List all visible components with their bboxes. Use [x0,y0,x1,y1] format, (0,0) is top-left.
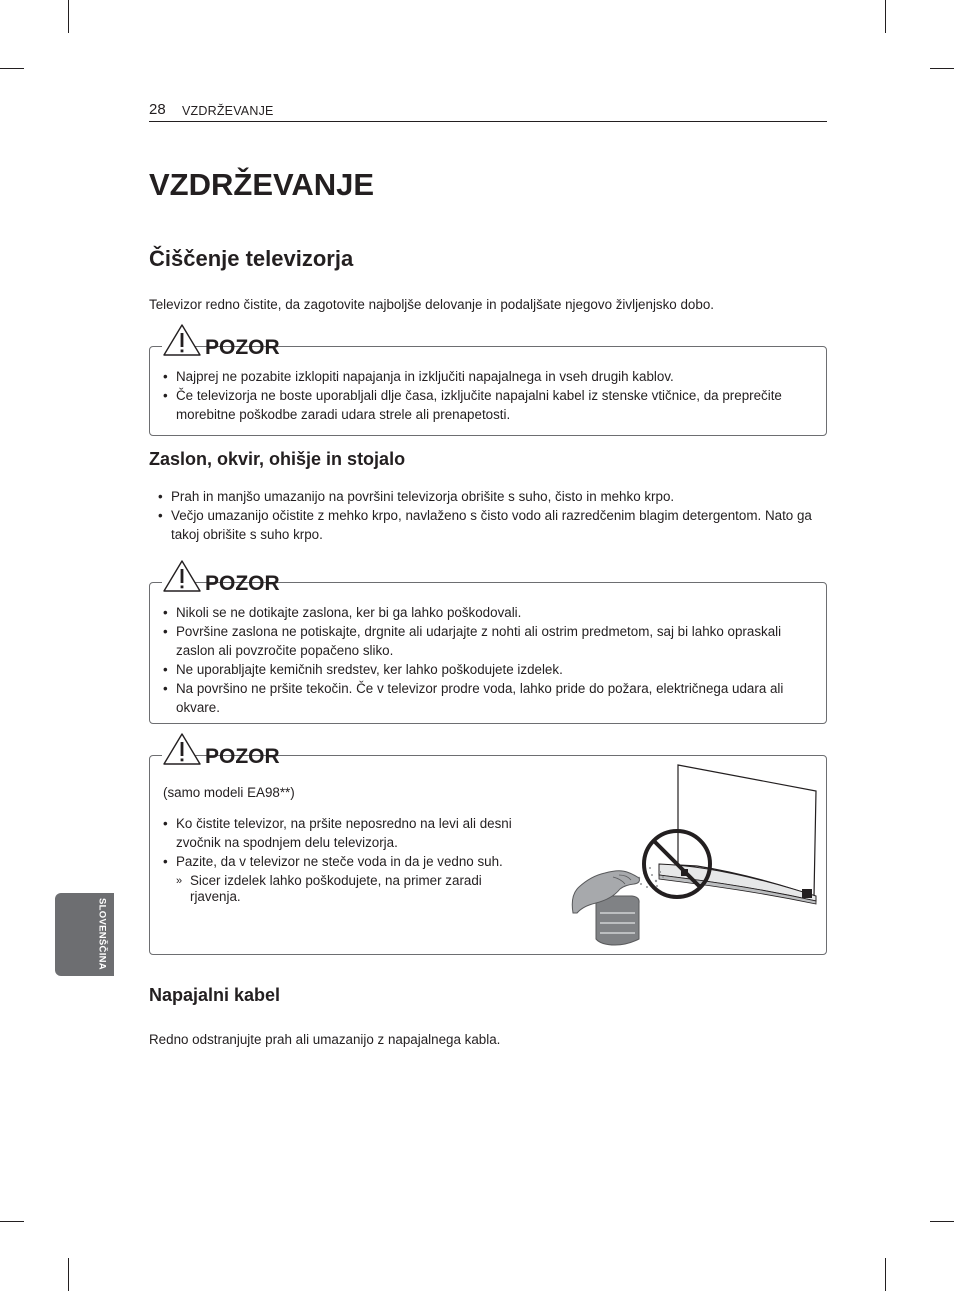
screen-cleaning-list [158,487,818,544]
caution-list [163,603,808,717]
subsection-title-power-cable: Napajalni kabel [149,985,281,1005]
caution-box-power [149,336,827,436]
section-title: Čiščenje televizorja [149,246,354,271]
subsection-title-screen: Zaslon, okvir, ohišje in stojalo [149,449,406,469]
crop-mark [0,68,24,69]
power-cable-text: Redno odstranjujte prah ali umazanijo z napajalnega kabla. [149,1032,501,1047]
warning-triangle-icon [162,732,202,766]
intro-text: Televizor redno čistite, da zagotovite najboljše delovanje in podaljšate njegovo življenjsko dobo. [149,297,714,312]
crop-mark [930,68,954,69]
list-item: • Površine zaslona ne potiskajte, drgnite ali udarjajte z nohti ali ostrim predmetom, saj bi lahko opraskali zaslon ali povzročite popačeno sliko. [163,622,808,660]
crop-mark [68,1258,69,1291]
no-spray-illustration [567,763,822,948]
sub-list-item: » Sicer izdelek lahko poškodujete, na primer zaradi rjavenja. [176,873,521,905]
caution-box-screen [149,572,827,724]
list-item: • Nikoli se ne dotikajte zaslona, ker bi ga lahko poškodovali. [163,603,808,622]
model-note: (samo modeli EA98**) [163,785,295,800]
list-item: • Prah in manjšo umazanijo na površini televizorja obrišite s suho, čisto in mehko krpo. [158,487,818,506]
caution-header [162,323,280,363]
crop-mark [885,0,886,33]
caution-sublist [176,873,521,905]
caution-list [163,367,803,424]
warning-triangle-icon [162,323,202,357]
caution-label: POZOR [205,745,280,768]
page-header [149,101,827,122]
side-tab-label: SLOVENŠČINA [96,898,108,970]
crop-mark [930,1221,954,1222]
caution-label: POZOR [205,336,280,359]
warning-triangle-icon [162,559,202,593]
crop-mark [885,1258,886,1291]
list-item: • Če televizorja ne boste uporabljali dlje časa, izključite napajalni kabel iz stenske vtičnice, da preprečite morebitne poškodbe zaradi udara strele ali prenapetosti. [163,386,803,424]
spray-bottle-icon [596,896,639,945]
caution-list [163,814,543,871]
list-item: • Najprej ne pozabite izklopiti napajanja in izključiti napajalnega in vseh drugih kablov. [163,367,803,386]
crop-mark [0,1221,24,1222]
caution-header [162,559,280,599]
list-item: • Ne uporabljajte kemičnih sredstev, ker lahko poškodujete izdelek. [163,660,808,679]
running-title: VZDRŽEVANJE [182,104,274,118]
list-item: • Na površino ne pršite tekočin. Če v televizor prodre voda, lahko pride do požara, električnega udara ali okvare. [163,679,808,717]
caution-header [162,732,280,772]
crop-mark [68,0,69,33]
page-title: VZDRŽEVANJE [149,167,375,202]
list-item: • Ko čistite televizor, na pršite neposredno na levi ali desni zvočnik na spodnjem delu televizorja. [163,814,543,852]
list-item: • Večjo umazanijo očistite z mehko krpo, navlaženo s čisto vodo ali razredčenim blagim detergentom. Nato ga takoj obrišite s suho krpo. [158,506,818,544]
list-item: • Pazite, da v televizor ne steče voda in da je vedno suh. [163,852,543,871]
page-number: 28 [149,101,166,118]
caution-label: POZOR [205,572,280,595]
